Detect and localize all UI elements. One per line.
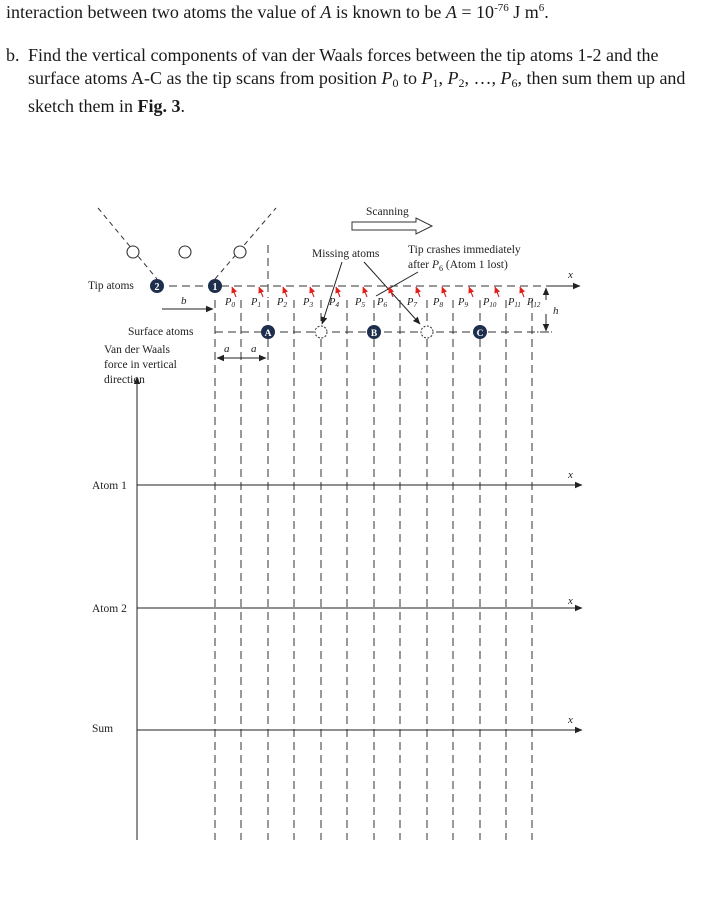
svg-text:2: 2 [154,282,160,293]
intro-text-eq: = 10 [456,2,495,22]
qb-p6: P [500,68,512,88]
qb-text-1: Find the vertical components of van der Waals forces between the tip atoms 1-2 and the surface atoms A-C as the tip scans from position [28,45,659,88]
qb-p2: P [447,68,459,88]
svg-text:1: 1 [212,282,218,293]
question-b-label: b. [6,45,20,65]
missing-atom-2 [421,326,433,338]
svg-text:C: C [476,329,484,339]
scanning-indicator [352,206,432,234]
qb-text-2: to [398,68,422,88]
tip-atoms-label: Tip atoms [88,280,134,292]
svg-text:A: A [264,329,272,339]
svg-text:h: h [553,305,559,317]
tip-atom-1 [208,279,222,293]
tip-crash-pointer [376,272,418,296]
intro-text-before: interaction between two atoms the value of [6,2,321,22]
vdw-label-line1: Van der Waals [104,344,170,356]
position-label-p2: P2 [277,297,288,309]
svg-text:b: b [181,295,187,307]
qb-text-3: , …, [464,68,501,88]
intro-text-mid: is known to be [331,2,446,22]
qb-text-4: , then sum them up and sketch them in [28,68,686,116]
surface-atom-a [261,325,275,339]
scanning-label: Scanning [366,206,409,218]
position-label-p11: P11 [508,297,521,309]
qb-p6-sub: 6 [511,76,518,90]
missing-atom-1 [315,326,327,338]
tip-crash-label-line1: Tip crashes immediately [408,244,521,256]
position-label-p12: P12 [527,297,541,309]
x-label-top: x [568,269,573,281]
qb-p0-sub: 0 [392,76,399,90]
qb-fig-ref: Fig. 3 [137,96,181,116]
b-dimension [162,295,213,309]
position-label-p5: P5 [355,297,366,309]
position-label-p7: P7 [407,297,418,309]
intro-exponent: -76 [494,2,509,14]
position-label-p1: P1 [251,297,262,309]
tip-ghost-atoms [127,246,246,258]
tip-crash-label-line2: after $P_6$ (Atom 1 lost) [408,259,508,273]
qb-end: . [180,96,185,116]
qb-comma1: , [438,68,448,88]
intro-end: . [544,2,549,22]
x-label-atom-1: x [568,469,573,481]
intro-unit-exponent: 6 [538,2,545,14]
h-dimension [546,288,559,331]
x-label-sum: x [568,714,573,726]
surface-atom-b [367,325,381,339]
row-label-atom-2: Atom 2 [92,603,127,615]
vdw-force-arrows [232,287,524,297]
row-label-atom-1: Atom 1 [92,480,127,492]
missing-atoms-label: Missing atoms [312,248,380,260]
tip-cantilever-outline [98,208,276,279]
intro-unit: J m [508,2,539,22]
vdw-label-line2: force in vertical [104,359,177,371]
svg-text:a: a [251,343,257,355]
position-labels [224,297,541,309]
row-label-sum: Sum [92,723,114,735]
surface-atoms-label: Surface atoms [128,326,194,338]
intro-var-a2: A [445,2,457,22]
qb-p2-sub: 2 [458,76,465,90]
scan-position-lines [215,300,532,840]
qb-p1: P [421,68,433,88]
svg-text:a: a [224,343,230,355]
x-label-atom-2: x [568,595,573,607]
position-label-p9: P9 [458,297,469,309]
missing-atoms-pointers [322,262,420,324]
position-label-p0: P0 [225,297,236,309]
position-label-p6: P6 [377,297,388,309]
svg-text:B: B [370,329,378,339]
tip-atom-2 [150,279,164,293]
position-label-p4: P4 [329,297,340,309]
vdw-label-line3: direction [104,374,145,386]
surface-atom-c [473,325,487,339]
intro-var-a: A [320,2,332,22]
position-label-p8: P8 [433,297,444,309]
position-label-p10: P10 [483,297,497,309]
qb-p1-sub: 1 [432,76,439,90]
qb-p0: P [381,68,393,88]
position-label-p3: P3 [303,297,314,309]
